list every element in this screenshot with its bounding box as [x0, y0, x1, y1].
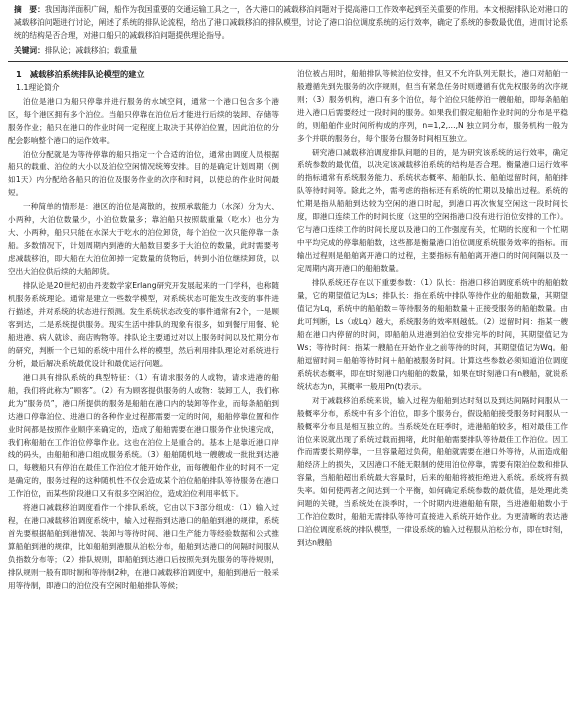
section-heading: 1 减载移泊系统排队论模型的建立 — [16, 68, 145, 79]
body-paragraph: 泊位被占用时，船舶排队等候泊位安排，但又不允许队列无限长，港口对船舶一般遵循先到先服务的次序规则，但当有紧急任务时则遵循有优先权服务的次序规则；（3）服务机构，港口有多个泊位，每个泊位只能停泊一艘船舶，即每条船舶进入港口后需要经过一段时间的服务。如果我们假定船舶作业时间的分布是平稳的，则船舶作业时间所构成的序列，n=1,2,…,N 独立同分布，服务机构一般为多个并联的服务台，每个服务台服务时间相互独立。 — [297, 68, 568, 143]
abstract-label: 摘 要： — [14, 5, 45, 14]
body-paragraph: 一种简单的情形是：港区的泊位是离散的，按照承载能力（水深）分为大、小两种，大泊位数量少，小泊位数量多；靠泊船只按照载重量（吃水）也分为大、小两种，船只只能在水深大于吃水的泊位卸货，每个泊位一次只能停靠一条船。多数情况下，计划周期内到港的大船数目要多于大泊位的数量，此时需要考虑减载移泊，即大船在大泊位卸掉一定数量的货物后，转到小泊位继续卸货，以空出大泊位供后续的大船卸货。 — [8, 202, 279, 277]
subsection-heading: 1.1理论简介 — [16, 82, 60, 92]
left-column — [8, 68, 279, 594]
keywords-text: 排队论；减载移泊；载重量 — [44, 45, 138, 55]
body-paragraph: 将港口减载移泊调度看作一个排队系统，它由以下3部分组成：（1）输入过程，在港口减载移泊调度系统中，输入过程指到达港口的船舶到港的规律，系统首先要根据船舶到港情况、装卸与等待时间、港口生产能力等经验数据和公式推算船舶到港的规律，比如船舶到港服从泊松分布，船舶到达港口的间隔时间服从负指数分布等；（2）排队规则，即船舶到达港口后按照先到先服务的等待规则，排队规则一般有即时制和等待制2种，在港口减载移泊调度中，船舶到港后一般采用等待制，即港口的泊位没有空闲时船舶排队等候； — [8, 503, 279, 590]
divider-rule — [8, 61, 568, 62]
body-paragraph: 泊位是港口为船只停靠并进行服务的水域空间，通常一个港口包含多个港区，每个港区拥有多个泊位。当船只停靠在泊位后才能进行后续的装卸、存储等服务作业；船只在港口的作业时间一定程度上取决于其停泊位置，因此泊位的分配会影响整个港口的运作效率。 — [8, 96, 279, 145]
body-paragraph: 排队系统还存在以下重要参数：（1）队长：指港口移泊调度系统中的船舶数量，它的期望值记为Ls；排队长：指在系统中排队等待作业的船舶数量，其期望值记为Lq，系统中的船舶数＝等待服务的船舶数量＋正接受服务的船舶数量。由此可判断，Ls（或Lq）越大，系统服务的效率则越低。（2）逗留时间：指某一艘船在港口内停留的时间，即船舶从进港到泊位安排完毕的时间，其期望值记为Ws；等待时间：指某一艘船在开始作业之前等待的时间，其期望值记为Wq。船舶逗留时间＝船舶等待时间＋船舶被服务时间。计算这些参数必须知道泊位调度系统状态概率，即在t时刻港口内船舶的数量，如果在t时刻港口有n艘船，就说系统状态为n，其概率一般用Pn(t)表示。 — [297, 278, 568, 391]
right-column — [297, 68, 568, 594]
body-columns — [8, 68, 568, 594]
keywords — [8, 44, 568, 57]
body-paragraph: 对于减载移泊系统来说，输入过程为船舶到达时刻以及到达间隔时间服从一般概率分布，系统中有多个泊位，即多个服务台，假设船舶接受服务时间服从一般概率分布且是相互独立的。当系统处在旺季时，进港船舶较多，相对最佳工作泊位来说就出现了系统过载而拥堵，此时船舶需要排队等待最佳工作泊位。因工作而需要长期停靠，一旦容量超过负荷，船舶就需要在港口外等待，从而造成船舶经济上的损失，又因港口不能无限制的使用泊位停靠，需要有限泊位数和排队容量，当船舶超出系统最大容量时，后来的船舶将被拒绝进入系统。系统将有损失率。如何使两者之间达到一个平衡，如何确定系统参数的最优值，是处理此类问题的关键，当系统处在淡季时，一个时期内进港船舶有限，当进港船舶数小于工作泊位数时，船舶无需排队等待可直接进入系统开始作业。为更清晰的表达港口泊位调度系统的排队模型，一律设系统的输入过程服从泊松分布，即在t时刻，到达n艘船 — [297, 395, 568, 548]
abstract — [8, 3, 568, 43]
body-paragraph: 港口具有排队系统的典型特征：（1）有请求服务的人或物，请求进港的船舶，我们将此称为“顾客”。（2）有为顾客提供服务的人或物：装卸工人，我们称此为“服务员”，港口所提供的服务是船舶在港口内的装卸等作业，而每条船舶到达港口停靠泊位、进港口的各种作业过程都需要一定的时间，船舶停靠位置和作业时间都是按照作业顺序来确定的，造成了船舶需要在港口服务作业快速完成，我们称船舶在工作泊位停靠作业。这也在泊位上是重合的。基本上是靠近港口岸线的码头，由船舶和港口组成服务系统。（3）船舶随机地一艘艘或一批批到达港口，每艘船只有停泊在最佳工作泊位才能开始作业，而每艘船作业的时间不一定是确定的，服务过程的这种随机性不仅会造成某个泊位船舶排队等待服务在港口工作泊位，而某些阶段港口又有很多空闲泊位，造成泊位利用率低下。 — [8, 372, 279, 499]
body-paragraph: 研究港口减载移泊调度排队问题的目的，是为研究该系统的运行效率，确定系统参数的最优值，以决定该减载移泊系统的结构是否合理。衡量港口运行效率的指标通常有系统服务能力、系统状态概率、船舶队长、船舶逗留时间，船舶排队等待时间等。除此之外，需考虑的指标还有系统的忙期以及输出过程。系统的忙期是指从船舶到达较为空闲的港口时起，到港口再次恢复空闲这一段时间长度，即港口连续工作的时间长度（这里的空闲指港口没有进行泊位安排的工作）。它与港口连续工作的时间长度以及港口的工作强度有关，忙期的长度和一个忙期中平均完成的停靠船舶数，这些都是衡量港口泊位调度系统服务效率的指标。而输出过程则是船舶离开港口的过程，主要指标有船舶离开港口的时间间隔以及一定周期内离开港口的船舶数量。 — [297, 147, 568, 274]
body-paragraph: 排队论是20世纪初由丹麦数学家Erlang研究开发展起来的一门学科，也称随机服务系统理论。通常是建立一些数学模型，对系统状态可能发生改变的事件进行描述，并对系统的状态进行预测。发生系统状态改变的事件通常有2个，一是顾客到达，二是系统提供服务。现实生活中排队的现象有很多，如到餐厅用餐、轮船进港、病人就诊、商店购物等。排队论主要通过对以上服务时间以及忙期分布的研究，判断一个已知的系统中用什么样的模型，然后利用排队理论对系统进行分析，最后解决系统最优设计和最优运行问题。 — [8, 281, 279, 368]
keywords-label: 关键词： — [14, 45, 45, 55]
body-paragraph: 泊位分配就是为等待停靠的船只指定一个合适的泊位，通常由调度人员根据船只的载重、泊位的大小以及泊位空闲情况统筹安排。目的是确定计划周期（例如1天）内分配给各船只的泊位及服务作业的次序和时间，以使总的作业时间最短。 — [8, 149, 279, 198]
abstract-text: 我国海洋面积广阔，船作为我国重要的交通运输工具之一，各大港口的减载移泊问题对于提高港口工作效率起到至关重要的作用。本文根据排队论对港口的减载移泊问题进行讨论，阐述了系统的排队论流程，给出了港口减载移泊的排队模型，讨论了港口泊位调度系统的运行效率，确定了系统的参数最优值，进而讨论系统的结构是否合理，对港口船只的减载移泊问题提供理论指导。 — [14, 5, 568, 41]
